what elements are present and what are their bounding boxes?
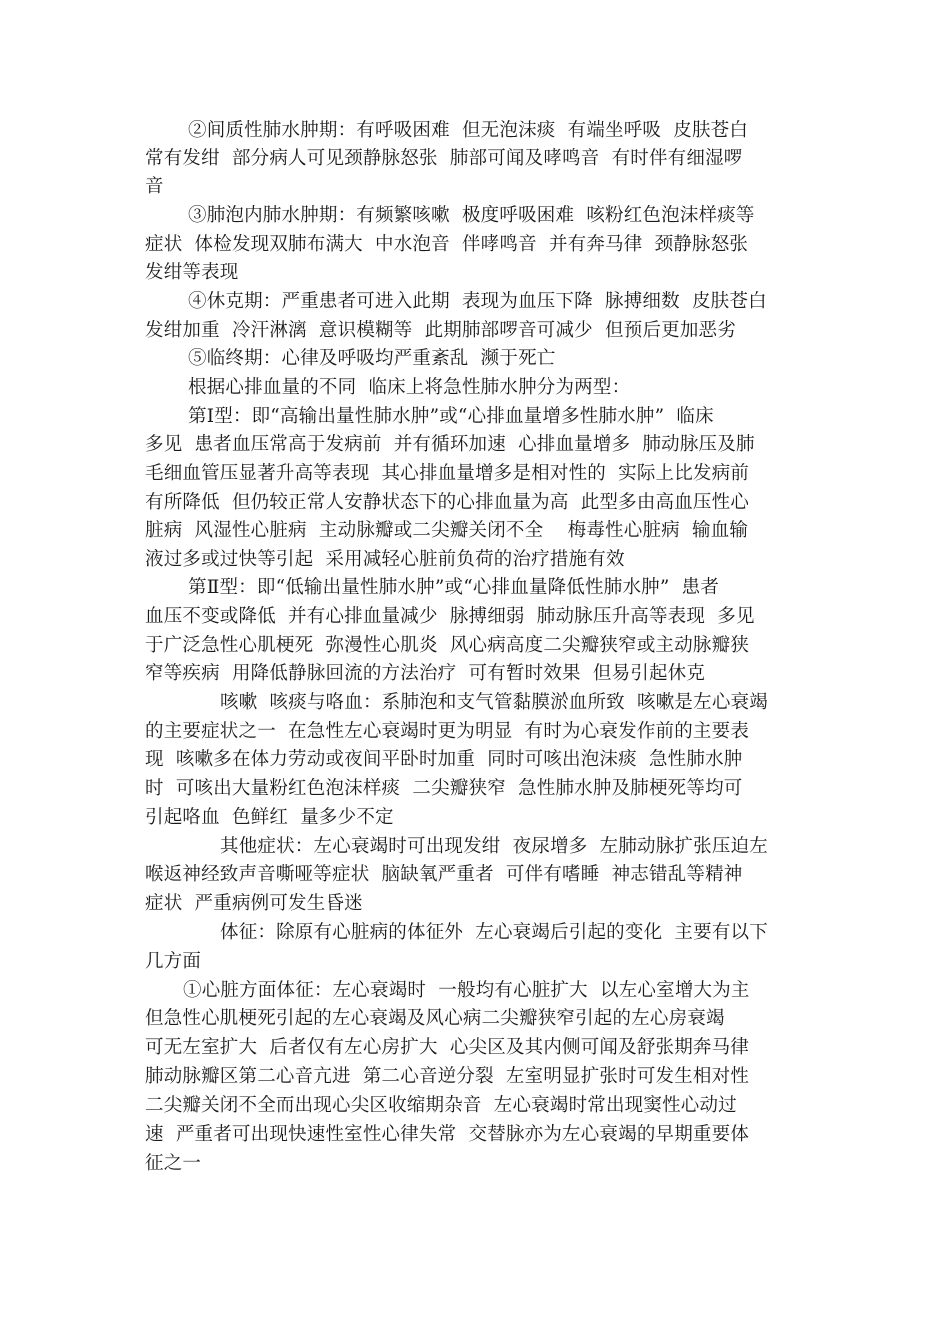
text-line: 肺动脉瓣区第二心音亢进 第二心音逆分裂 左室明显扩张时可发生相对性 — [145, 1066, 750, 1087]
text-line: 音 — [145, 176, 164, 197]
text-line: 咳嗽 咳痰与咯血：系肺泡和支气管黏膜淤血所致 咳嗽是左心衰竭 — [220, 692, 768, 713]
text-line: 速 严重者可出现快速性室性心律失常 交替脉亦为左心衰竭的早期重要体 — [145, 1124, 750, 1145]
text-line: 发绀等表现 — [145, 262, 239, 283]
text-line: 血压不变或降低 并有心排血量减少 脉搏细弱 肺动脉压升高等表现 多见 — [145, 606, 755, 627]
text-line: 引起咯血 色鲜红 量多少不定 — [145, 807, 394, 828]
text-line: ⑤临终期：心律及呼吸均严重紊乱 濒于死亡 — [188, 348, 556, 369]
text-line: 于广泛急性心肌梗死 弥漫性心肌炎 风心病高度二尖瓣狭窄或主动脉瓣狭 — [145, 635, 750, 656]
text-line: ③肺泡内肺水肿期：有频繁咳嗽 极度呼吸困难 咳粉红色泡沫样痰等 — [188, 205, 755, 226]
text-line: ④休克期：严重患者可进入此期 表现为血压下降 脉搏细数 皮肤苍白 — [188, 291, 767, 312]
text-line: 几方面 — [145, 951, 202, 972]
text-line: 第Ⅰ型：即“高输出量性肺水肿”或“心排血量增多性肺水肿” 临床 — [188, 406, 714, 427]
text-line: 时 可咳出大量粉红色泡沫样痰 二尖瓣狭窄 急性肺水肿及肺梗死等均可 — [145, 778, 743, 799]
text-line: 其他症状：左心衰竭时可出现发绀 夜尿增多 左肺动脉扩张压迫左 — [220, 836, 768, 857]
text-line: 多见 患者血压常高于发病前 并有循环加速 心排血量增多 肺动脉压及肺 — [145, 434, 755, 455]
text-line: 症状 体检发现双肺布满大 中水泡音 伴哮鸣音 并有奔马律 颈静脉怒张 — [145, 234, 749, 255]
text-line: 但急性心肌梗死引起的左心衰竭及风心病二尖瓣狭窄引起的左心房衰竭 — [145, 1008, 725, 1029]
text-line: 二尖瓣关闭不全而出现心尖区收缩期杂音 左心衰竭时常出现窦性心动过 — [145, 1095, 737, 1116]
text-line: 喉返神经致声音嘶哑等症状 脑缺氧严重者 可伴有嗜睡 神志错乱等精神 — [145, 864, 743, 885]
text-line: 常有发绀 部分病人可见颈静脉怒张 肺部可闻及哮鸣音 有时伴有细湿啰 — [145, 148, 743, 169]
text-line: 脏病 风湿性心脏病 主动脉瓣或二尖瓣关闭不全 梅毒性心脏病 输血输 — [145, 520, 749, 541]
text-line: 可无左室扩大 后者仅有左心房扩大 心尖区及其内侧可闻及舒张期奔马律 — [145, 1037, 750, 1058]
text-line: 现 咳嗽多在体力劳动或夜间平卧时加重 同时可咳出泡沫痰 急性肺水肿 — [145, 749, 743, 770]
text-line: 的主要症状之一 在急性左心衰竭时更为明显 有时为心衰发作前的主要表 — [145, 721, 750, 742]
text-line: 症状 严重病例可发生昏迷 — [145, 893, 363, 914]
text-line: ①心脏方面体征：左心衰竭时 一般均有心脏扩大 以左心室增大为主 — [183, 980, 750, 1001]
text-line: 体征：除原有心脏病的体征外 左心衰竭后引起的变化 主要有以下 — [220, 922, 768, 943]
text-line: 第Ⅱ型：即“低输出量性肺水肿”或“心排血量降低性肺水肿” 患者 — [188, 577, 720, 598]
text-line: 液过多或过快等引起 采用减轻心脏前负荷的治疗措施有效 — [145, 549, 625, 570]
text-line: 征之一 — [145, 1153, 202, 1174]
text-line: 根据心排血量的不同 临床上将急性肺水肿分为两型： — [188, 377, 631, 398]
text-line: ②间质性肺水肿期：有呼吸困难 但无泡沫痰 有端坐呼吸 皮肤苍白 — [188, 120, 749, 141]
text-line: 毛细血管压显著升高等表现 其心排血量增多是相对性的 实际上比发病前 — [145, 463, 750, 484]
text-line: 窄等疾病 用降低静脉回流的方法治疗 可有暂时效果 但易引起休克 — [145, 663, 706, 684]
text-line: 发绀加重 冷汗淋漓 意识模糊等 此期肺部啰音可减少 但预后更加恶劣 — [145, 320, 736, 341]
text-line: 有所降低 但仍较正常人安静状态下的心排血量为高 此型多由高血压性心 — [145, 492, 750, 513]
